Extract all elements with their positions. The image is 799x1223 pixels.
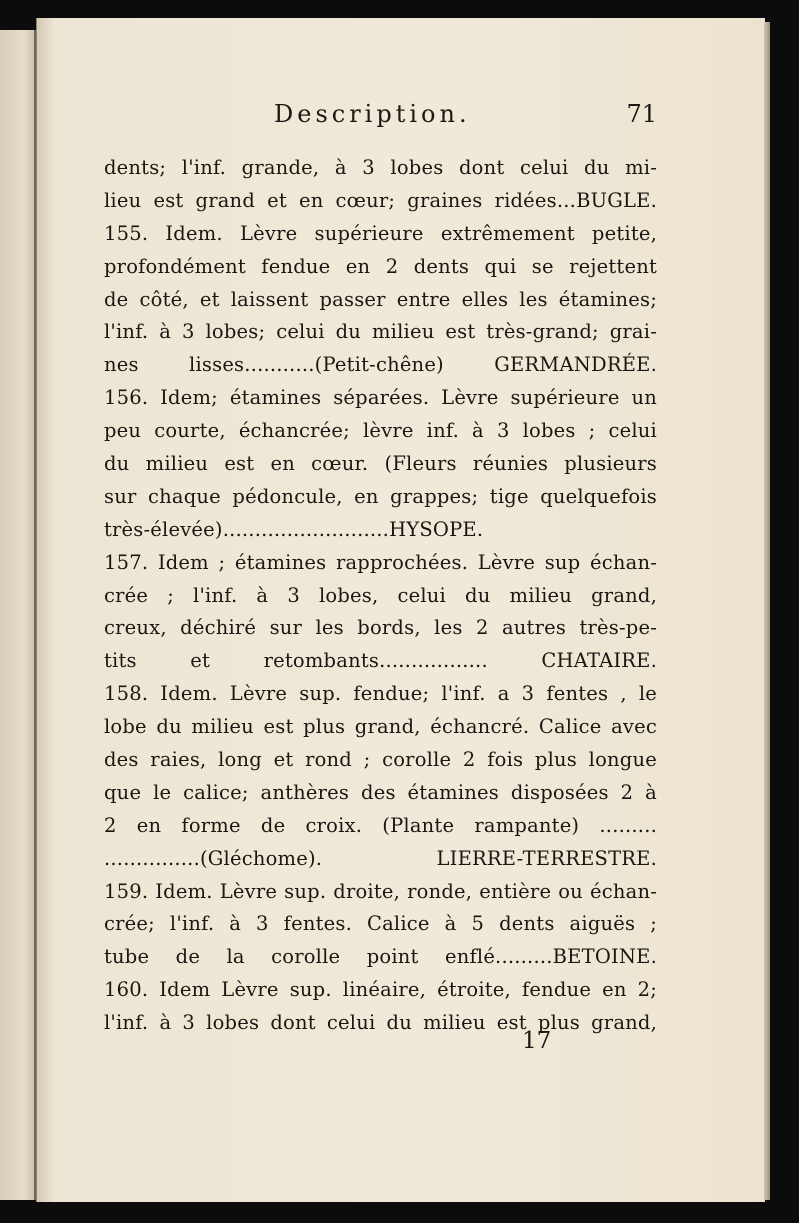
text-line: tits et retombants................. CHATAIRE. bbox=[104, 649, 657, 673]
text-line: nes lisses...........(Petit-chêne) GERMANDRÉE. bbox=[104, 353, 657, 377]
text-line: crée ; l'inf. à 3 lobes, celui du milieu grand, bbox=[104, 583, 657, 607]
text-line: des raies, long et rond ; corolle 2 fois plus longue bbox=[104, 748, 657, 772]
text-line: l'inf. à 3 lobes dont celui du milieu est plus grand, bbox=[104, 1011, 657, 1035]
text-line: 155. Idem. Lèvre supérieure extrêmement petite, bbox=[104, 221, 657, 245]
running-title: Description. bbox=[274, 100, 471, 128]
text-line: très-élevée)..........................HYSOPE. bbox=[104, 517, 484, 541]
text-line: dents; l'inf. grande, à 3 lobes dont celui du mi- bbox=[104, 156, 657, 179]
body-text bbox=[104, 152, 657, 1040]
text-line: peu courte, échancrée; lèvre inf. à 3 lobes ; celui bbox=[104, 419, 657, 443]
text-line: lieu est grand et en cœur; graines ridées...BUGLE. bbox=[104, 188, 657, 212]
text-line: 156. Idem; étamines séparées. Lèvre supérieure un bbox=[104, 386, 657, 410]
text-line: que le calice; anthères des étamines disposées 2 à bbox=[104, 780, 657, 804]
text-line: 159. Idem. Lèvre sup. droite, ronde, entière ou échan- bbox=[104, 879, 657, 903]
text-line: tube de la corolle point enflé.........BETOINE. bbox=[104, 945, 657, 969]
text-line: ...............(Gléchome). LIERRE-TERRESTRE. bbox=[104, 846, 657, 870]
text-line: profondément fendue en 2 dents qui se rejettent bbox=[104, 254, 657, 278]
text-line: 158. Idem. Lèvre sup. fendue; l'inf. a 3 fentes , le bbox=[104, 682, 657, 706]
signature-mark: 17 bbox=[522, 1028, 552, 1054]
text-line: 157. Idem ; étamines rapprochées. Lèvre sup échan- bbox=[104, 550, 657, 574]
text-line: crée; l'inf. à 3 fentes. Calice à 5 dents aiguës ; bbox=[104, 912, 657, 936]
text-line: de côté, et laissent passer entre elles les étamines; bbox=[104, 287, 657, 311]
page-number: 71 bbox=[626, 100, 657, 128]
running-header bbox=[92, 100, 657, 136]
text-line: du milieu est en cœur. (Fleurs réunies plusieurs bbox=[104, 452, 657, 476]
text-line: creux, déchiré sur les bords, les 2 autres très-pe- bbox=[104, 616, 657, 640]
text-line: sur chaque pédoncule, en grappes; tige quelquefois bbox=[104, 484, 657, 508]
text-line: lobe du milieu est plus grand, échancré. Calice avec bbox=[104, 715, 657, 739]
page-fore-edge bbox=[764, 22, 770, 1200]
text-line: 2 en forme de croix. (Plante rampante) ......... bbox=[104, 813, 657, 837]
text-line: 160. Idem Lèvre sup. linéaire, étroite, fendue en 2; bbox=[104, 978, 657, 1002]
text-line: l'inf. à 3 lobes; celui du milieu est très-grand; grai- bbox=[104, 320, 657, 344]
facing-page-edge bbox=[0, 30, 36, 1200]
